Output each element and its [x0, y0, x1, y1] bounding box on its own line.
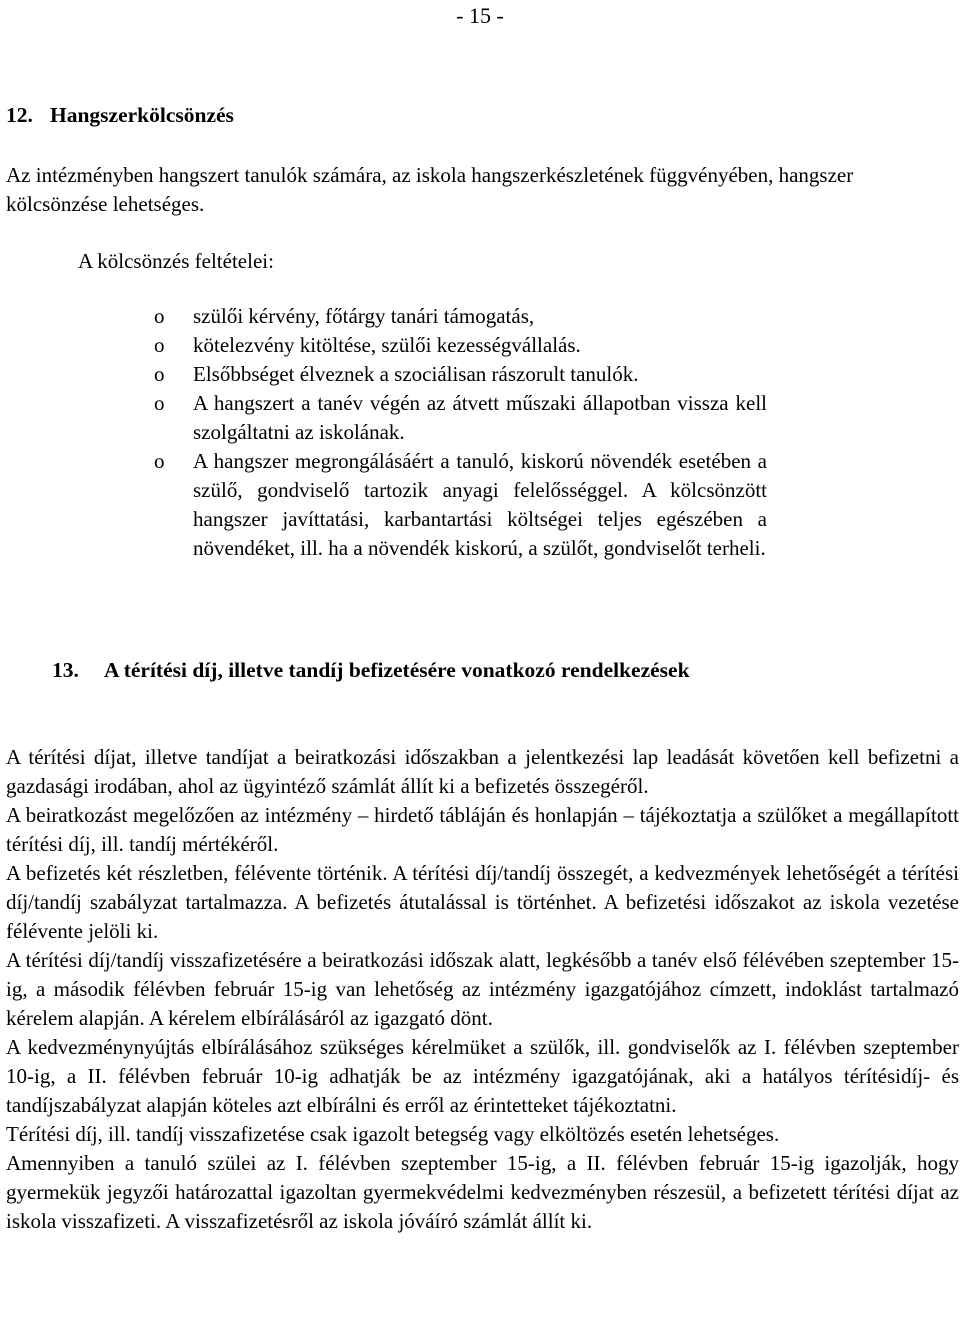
section-12-heading — [6, 101, 234, 129]
paragraph: A kedvezménynyújtás elbírálásához szükséges kérelmüket a szülők, ill. gondviselők az I. félévben szeptember 10-ig, a II. félévben február 10-ig adhatják be az intézmény igazgatójának, aki a hatályos térítésidíj- és tandíjszabályzat alapján köteles azt elbírálni és erről az érintetteket tájékoztatni. — [6, 1035, 959, 1117]
section-13-number: 13. — [52, 658, 79, 682]
bullet-icon: o — [154, 333, 165, 357]
paragraph: A térítési díjat, illetve tandíjat a beiratkozási időszakban a jelentkezési lap leadását követően kell befizetni a gazdasági irodában, ahol az ügyintéző számlát állít ki a befizetés összegéről. — [6, 745, 959, 798]
condition-text: kötelezvény kitöltése, szülői kezességvállalás. — [193, 333, 581, 357]
condition-text: szülői kérvény, főtárgy tanári támogatás, — [193, 304, 535, 328]
bullet-icon: o — [154, 449, 165, 473]
condition-item — [0, 360, 767, 389]
section-13-body — [6, 743, 959, 1236]
condition-text: A hangszer megrongálásáért a tanuló, kiskorú növendék esetében a szülő, gondviselő tartozik anyagi felelősséggel. A kölcsönzött hangszer javíttatási, karbantartási költségei teljes egészében a növendéket, ill. ha a növendék kiskorú, a szülőt, gondviselőt terheli. — [193, 449, 767, 560]
paragraph: Térítési díj, ill. tandíj visszafizetése csak igazolt betegség vagy elköltözés esetén lehetséges. — [6, 1122, 780, 1146]
condition-item — [0, 331, 767, 360]
page-number: - 15 - — [456, 3, 504, 28]
condition-item — [0, 389, 767, 447]
bullet-icon: o — [154, 362, 165, 386]
condition-text: A hangszert a tanév végén az átvett műszaki állapotban vissza kell szolgáltatni az iskolának. — [193, 391, 767, 444]
section-13-title: A térítési díj, illetve tandíj befizetésére vonatkozó rendelkezések — [104, 658, 690, 682]
paragraph: A beiratkozást megelőzően az intézmény – hirdető tábláján és honlapján – tájékoztatja a szülőket a megállapított térítési díj, ill. tandíj mértékéről. — [6, 803, 959, 856]
condition-text: Elsőbbséget élveznek a szociálisan rászorult tanulók. — [193, 362, 639, 386]
conditions-label: A kölcsönzés feltételei: — [78, 249, 274, 273]
bullet-icon: o — [154, 391, 165, 415]
paragraph: A befizetés két részletben, félévente történik. A térítési díj/tandíj összegét, a kedvezmények lehetőségét a térítési díj/tandíj szabályzat tartalmazza. A befizetés átutalással is történhet. A befizetési időszakot az iskola vezetése félévente jelöli ki. — [6, 861, 959, 943]
paragraph: Amennyiben a tanuló szülei az I. félévben szeptember 15-ig, a II. félévben február 15-ig igazolják, hogy gyermekük jegyzői határozattal igazoltan gyermekvédelmi kedvezményben részesül, a befizetett térítési díjat az iskola visszafizeti. A visszafizetésről az iskola jóváíró számlát állít ki. — [6, 1151, 959, 1233]
conditions-list — [0, 302, 767, 563]
section-13-heading — [52, 656, 690, 684]
section-12-number: 12. — [6, 103, 33, 127]
paragraph: A térítési díj/tandíj visszafizetésére a beiratkozási időszak alatt, legkésőbb a tanév első félévében szeptember 15-ig, a második félévben február 15-ig van lehetőség az intézmény igazgatójához címzett, indoklást tartalmazó kérelem alapján. A kérelem elbírálásáról az igazgató dönt. — [6, 948, 959, 1030]
bullet-icon: o — [154, 304, 165, 328]
section-12-title: Hangszerkölcsönzés — [50, 103, 234, 127]
condition-item — [0, 302, 767, 331]
section-12-intro: Az intézményben hangszert tanulók számára, az iskola hangszerkészletének függvényében, hangszer kölcsönzése lehetséges. — [6, 163, 854, 216]
condition-item — [0, 447, 767, 563]
